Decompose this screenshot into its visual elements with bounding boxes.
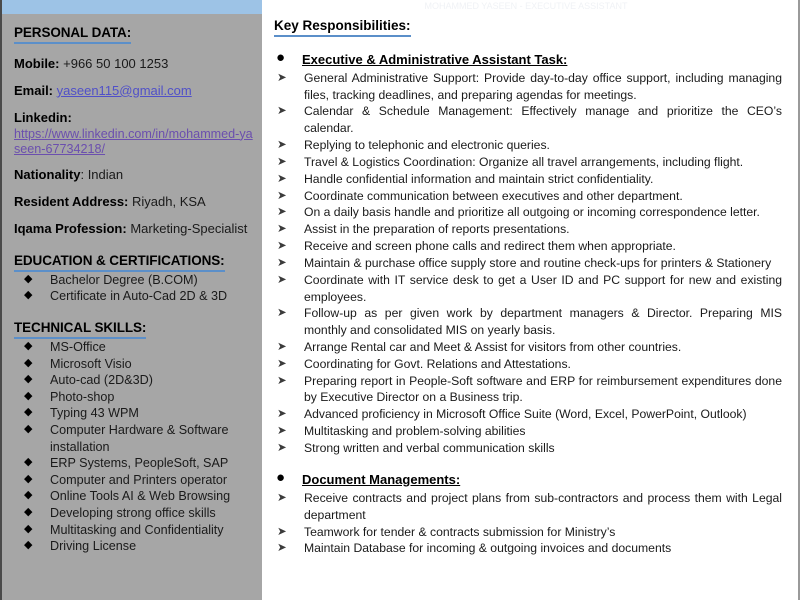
- skill-item-text: Auto-cad (2D&3D): [50, 373, 153, 388]
- filled-circle-bullet-icon: ●: [276, 468, 286, 486]
- linkedin-label: Linkedin:: [14, 109, 72, 125]
- responsibility-text: Strong written and verbal communication skills: [304, 440, 555, 455]
- section-items-list: [270, 70, 782, 457]
- arrow-bullet-icon: ➤: [277, 155, 287, 168]
- responsibility-text: Handle confidential information and maintain strict confidentiality.: [304, 171, 654, 186]
- arrow-bullet-icon: ➤: [277, 105, 287, 118]
- education-heading: EDUCATION & CERTIFICATIONS:: [14, 253, 225, 272]
- diamond-bullet-icon: ◆: [24, 422, 33, 435]
- responsibility-text: Teamwork for tender & contracts submission for Ministry’s: [304, 524, 616, 539]
- responsibility-text: Maintain Database for incoming & outgoing invoices and documents: [304, 541, 672, 556]
- responsibility-text: Calendar & Schedule Management: Effectively manage and prioritize the CEO’s calendar.: [304, 104, 782, 136]
- arrow-bullet-icon: ➤: [277, 491, 287, 504]
- field-nationality-value: : Indian: [80, 167, 124, 183]
- arrow-bullet-icon: ➤: [277, 240, 287, 253]
- skill-item-text: Driving License: [50, 539, 137, 554]
- linkedin-label-row: [14, 110, 254, 127]
- list-item: [270, 221, 782, 238]
- list-item: [270, 70, 782, 104]
- list-item: [270, 305, 782, 339]
- list-item: [270, 171, 782, 188]
- field-nationality-label: Nationality: [14, 167, 81, 183]
- list-item: [12, 405, 254, 422]
- responsibility-text: Multitasking and problem-solving abilities: [304, 424, 526, 439]
- responsibility-text: Travel & Logistics Coordination: Organize all travel arrangements, including flight.: [304, 154, 744, 169]
- list-item: [270, 490, 782, 524]
- list-item: [12, 488, 254, 505]
- skill-item-text: Typing 43 WPM: [50, 406, 139, 421]
- arrow-bullet-icon: ➤: [277, 357, 287, 370]
- responsibility-text: Replying to telephonic and electronic queries.: [304, 138, 550, 153]
- list-item: [270, 204, 782, 221]
- diamond-bullet-icon: ◆: [24, 539, 33, 552]
- diamond-bullet-icon: ◆: [24, 289, 33, 302]
- section-document-managements: [270, 468, 782, 558]
- arrow-bullet-icon: ➤: [277, 139, 287, 152]
- diamond-bullet-icon: ◆: [24, 406, 33, 419]
- arrow-bullet-icon: ➤: [277, 340, 287, 353]
- email-link[interactable]: yaseen115@gmail.com: [56, 82, 192, 98]
- list-item: [270, 440, 782, 457]
- arrow-bullet-icon: ➤: [277, 256, 287, 269]
- diamond-bullet-icon: ◆: [24, 506, 33, 518]
- field-nationality: [14, 167, 254, 184]
- skill-item-text: Online Tools AI & Web Browsing: [50, 489, 231, 504]
- responsibility-text: Arrange Rental car and Meet & Assist for visitors from other countries.: [304, 339, 682, 354]
- arrow-bullet-icon: ➤: [277, 172, 287, 185]
- skill-item-text: Photo-shop: [50, 389, 115, 404]
- responsibility-text: Preparing report in People-Soft software and ERP for reimbursement expenditures done by Executive Director on a Business trip.: [304, 373, 782, 405]
- field-email-label: Email:: [14, 82, 54, 98]
- diamond-bullet-icon: ◆: [24, 389, 33, 402]
- sidebar-accent-band: [2, 0, 262, 14]
- field-iqama-profession-value: Marketing-Specialist: [130, 221, 248, 237]
- responsibility-text: Receive contracts and project plans from sub-contractors and process them with Legal department: [304, 490, 782, 522]
- list-item: [12, 389, 254, 406]
- cut-off-header-text: MOHAMMED YASEEN - EXECUTIVE ASSISTANT: [424, 1, 628, 11]
- arrow-bullet-icon: ➤: [277, 223, 287, 236]
- personal-data-heading: PERSONAL DATA:: [14, 25, 131, 44]
- section-title: [270, 48, 782, 69]
- arrow-bullet-icon: ➤: [277, 273, 287, 286]
- technical-skills-list: [12, 339, 254, 555]
- skill-item-text: Computer and Printers operator: [50, 472, 228, 487]
- list-item: [270, 188, 782, 205]
- section-executive-administrative: [270, 48, 782, 457]
- arrow-bullet-icon: ➤: [277, 307, 287, 320]
- section-title-text: Executive & Administrative Assistant Task:: [302, 51, 568, 67]
- field-mobile-label: Mobile:: [14, 55, 60, 71]
- field-iqama-profession-label: Iqama Profession:: [14, 221, 127, 237]
- list-item: [12, 422, 254, 455]
- arrow-bullet-icon: ➤: [277, 441, 287, 454]
- field-resident-address-value: Riyadh, KSA: [132, 194, 206, 210]
- section-title-text: Document Managements:: [302, 471, 461, 487]
- arrow-bullet-icon: ➤: [277, 525, 287, 538]
- diamond-bullet-icon: ◆: [24, 472, 33, 485]
- arrow-bullet-icon: ➤: [277, 189, 287, 202]
- skill-item-text: ERP Systems, PeopleSoft, SAP: [50, 456, 229, 471]
- arrow-bullet-icon: ➤: [277, 71, 287, 84]
- education-list: [12, 272, 254, 305]
- linkedin-url-link[interactable]: https://www.linkedin.com/in/mohammed-yaseen-67734218/: [14, 126, 253, 156]
- list-item: [12, 538, 254, 555]
- responsibility-text: Coordinating for Govt. Relations and Attestations.: [304, 356, 571, 371]
- list-item: [12, 522, 254, 539]
- responsibility-text: Maintain & purchase office supply store and routine check-ups for printers & Stationery: [304, 255, 772, 270]
- section-title: [270, 468, 782, 489]
- list-item: [12, 455, 254, 472]
- field-resident-address-label: Resident Address:: [14, 194, 129, 210]
- responsibility-text: Receive and screen phone calls and redirect them when appropriate.: [304, 239, 676, 254]
- list-item: [12, 339, 254, 356]
- skill-item-text: Microsoft Visio: [50, 356, 132, 371]
- list-item: [270, 137, 782, 154]
- diamond-bullet-icon: ◆: [24, 373, 33, 386]
- list-item: [270, 356, 782, 373]
- list-item: [12, 288, 254, 305]
- key-responsibilities-heading: Key Responsibilities:: [274, 17, 411, 37]
- technical-skills-heading: TECHNICAL SKILLS:: [14, 320, 146, 339]
- list-item: [270, 373, 782, 407]
- arrow-bullet-icon: ➤: [277, 374, 287, 387]
- responsibility-text: Advanced proficiency in Microsoft Office Suite (Word, Excel, PowerPoint, Outlook): [304, 407, 747, 422]
- skill-item-text: Multitasking and Confidentiality: [50, 522, 224, 537]
- list-item: [270, 406, 782, 423]
- responsibility-text: On a daily basis handle and prioritize all outgoing or incoming correspondence letter.: [304, 205, 760, 220]
- education-item-text: Bachelor Degree (B.COM): [50, 272, 198, 287]
- sidebar-content: [2, 14, 262, 600]
- diamond-bullet-icon: ◆: [24, 339, 33, 352]
- list-item: [270, 154, 782, 171]
- field-resident-address: [14, 194, 254, 211]
- diamond-bullet-icon: ◆: [24, 272, 33, 285]
- arrow-bullet-icon: ➤: [277, 542, 287, 555]
- list-item: [270, 272, 782, 306]
- list-item: [12, 356, 254, 373]
- responsibility-text: Assist in the preparation of reports presentations.: [304, 222, 570, 237]
- responsibility-text: Coordinate communication between executives and other department.: [304, 188, 683, 203]
- field-iqama-profession: [14, 221, 254, 238]
- main-content: [262, 0, 800, 600]
- field-mobile-value: +966 50 100 1253: [63, 55, 169, 71]
- list-item: [270, 255, 782, 272]
- filled-circle-bullet-icon: ●: [276, 48, 286, 66]
- arrow-bullet-icon: ➤: [277, 206, 287, 219]
- list-item: [270, 103, 782, 137]
- arrow-bullet-icon: ➤: [277, 408, 287, 421]
- list-item: [12, 472, 254, 489]
- list-item: [12, 505, 254, 522]
- responsibility-text: General Administrative Support: Provide day-to-day office support, including managing files, tracking deadlines, and preparing agendas for meetings.: [304, 70, 782, 102]
- responsibility-text: Follow-up as per given work by department managers & Director. Preparing MIS monthly and consolidated MIS on yearly basis.: [304, 306, 782, 338]
- diamond-bullet-icon: ◆: [24, 356, 33, 369]
- list-item: [12, 272, 254, 289]
- list-item: [270, 339, 782, 356]
- field-mobile: [14, 56, 254, 73]
- diamond-bullet-icon: ◆: [24, 522, 33, 535]
- diamond-bullet-icon: ◆: [24, 456, 33, 469]
- arrow-bullet-icon: ➤: [277, 425, 287, 438]
- section-items-list: [270, 490, 782, 557]
- list-item: [270, 540, 782, 557]
- skill-item-text: Developing strong office skills: [50, 506, 216, 520]
- list-item: [12, 372, 254, 389]
- skill-item-text: MS-Office: [50, 339, 106, 354]
- education-item-text: Certificate in Auto-Cad 2D & 3D: [50, 289, 228, 304]
- responsibility-text: Coordinate with IT service desk to get a User ID and PC support for new and existing employees.: [304, 272, 782, 304]
- list-item: [270, 238, 782, 255]
- field-email: [14, 83, 254, 100]
- skill-item-text: Computer Hardware & Software installation: [50, 422, 229, 454]
- list-item: [270, 423, 782, 440]
- list-item: [270, 524, 782, 541]
- diamond-bullet-icon: ◆: [24, 489, 33, 502]
- sidebar: [0, 0, 262, 600]
